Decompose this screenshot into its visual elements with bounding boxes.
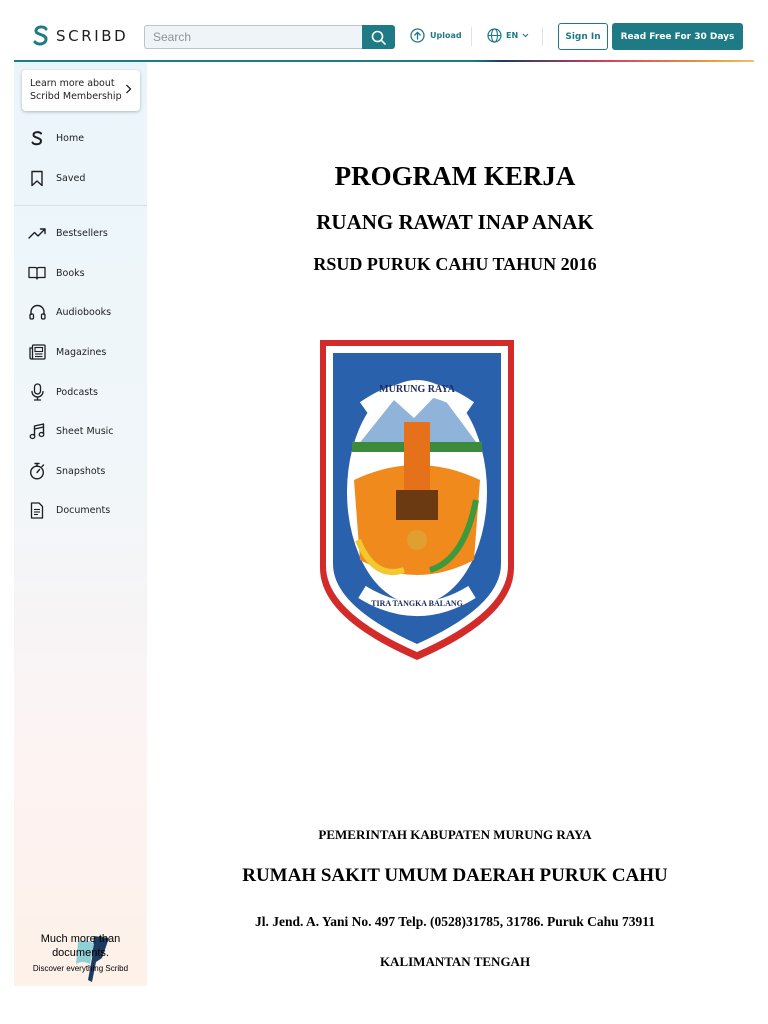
document-province: KALIMANTAN TENGAH <box>379 954 531 969</box>
upload-label: Upload <box>430 31 462 40</box>
document-title: PROGRAM KERJA <box>334 161 576 191</box>
promo-title: Much more than documents. <box>40 933 121 959</box>
document-hospital: RUMAH SAKIT UMUM DAERAH PURUK CAHU <box>242 865 668 886</box>
microphone-icon <box>28 383 46 401</box>
promo-block[interactable] <box>14 932 147 973</box>
sidebar-item-books[interactable] <box>28 263 85 283</box>
header-divider <box>542 27 543 46</box>
sidebar-item-bestsellers[interactable] <box>28 223 108 243</box>
emblem-bottom-text: TIRA TANGKA BALANG <box>371 599 463 608</box>
chevron-right-icon <box>125 84 132 94</box>
sidebar-item-label: Sheet Music <box>56 425 114 437</box>
language-selector[interactable] <box>487 28 529 43</box>
sidebar-item-saved[interactable] <box>28 168 85 188</box>
scribd-logo[interactable] <box>32 24 128 48</box>
magazine-icon <box>28 343 46 361</box>
membership-card-text: Learn more about Scribd Membership <box>30 78 122 102</box>
headphones-icon <box>28 303 46 321</box>
read-free-button[interactable]: Read Free For 30 Days <box>612 23 743 50</box>
promo-subtitle: Discover everything Scribd <box>32 964 129 973</box>
sidebar <box>14 62 147 986</box>
search-input[interactable] <box>144 25 362 49</box>
bookmark-icon <box>28 169 46 187</box>
language-label: EN <box>506 31 519 40</box>
search-bar <box>144 25 395 49</box>
stopwatch-icon <box>28 462 46 480</box>
regency-emblem <box>314 330 520 664</box>
sidebar-item-label: Snapshots <box>56 465 106 477</box>
sidebar-item-audiobooks[interactable] <box>28 302 111 322</box>
music-note-icon <box>28 422 46 440</box>
search-button[interactable] <box>362 25 395 49</box>
sidebar-item-label: Bestsellers <box>56 227 108 239</box>
sidebar-item-label: Books <box>56 267 85 279</box>
chevron-down-icon <box>522 33 529 38</box>
document-subtitle-year: RSUD PURUK CAHU TAHUN 2016 <box>313 254 597 274</box>
header-divider <box>471 27 472 46</box>
upload-icon <box>410 28 425 43</box>
sidebar-divider <box>14 205 147 206</box>
sidebar-item-home[interactable] <box>28 128 84 148</box>
top-header <box>0 0 768 62</box>
upload-button[interactable] <box>410 28 462 43</box>
document-page <box>160 62 750 1002</box>
sidebar-item-label: Audiobooks <box>56 306 112 318</box>
scribd-icon <box>28 129 46 147</box>
document-icon <box>28 501 46 519</box>
emblem-top-text: MURUNG RAYA <box>379 384 455 395</box>
sidebar-item-label: Podcasts <box>56 386 98 398</box>
trending-icon <box>28 224 46 242</box>
scribd-logo-icon <box>32 24 50 48</box>
sidebar-item-magazines[interactable] <box>28 342 106 362</box>
sidebar-item-snapshots[interactable] <box>28 461 105 481</box>
document-agency: PEMERINTAH KABUPATEN MURUNG RAYA <box>318 827 592 842</box>
sidebar-item-label: Documents <box>56 504 111 516</box>
book-icon <box>28 264 46 282</box>
document-subtitle: RUANG RAWAT INAP ANAK <box>316 210 594 234</box>
sign-in-button[interactable]: Sign In <box>558 23 608 50</box>
sidebar-item-label: Saved <box>56 172 86 184</box>
logo-text: SCRIBD <box>56 27 129 45</box>
sidebar-item-podcasts[interactable] <box>28 382 98 402</box>
sidebar-item-label: Home <box>56 132 85 144</box>
membership-card[interactable] <box>22 70 140 111</box>
sidebar-item-documents[interactable] <box>28 500 110 520</box>
search-icon <box>371 30 386 45</box>
globe-icon <box>487 28 502 43</box>
sidebar-item-label: Magazines <box>56 346 107 358</box>
sidebar-item-sheet-music[interactable] <box>28 421 114 441</box>
document-address: Jl. Jend. A. Yani No. 497 Telp. (0528)31785, 31786. Puruk Cahu 73911 <box>254 914 656 929</box>
